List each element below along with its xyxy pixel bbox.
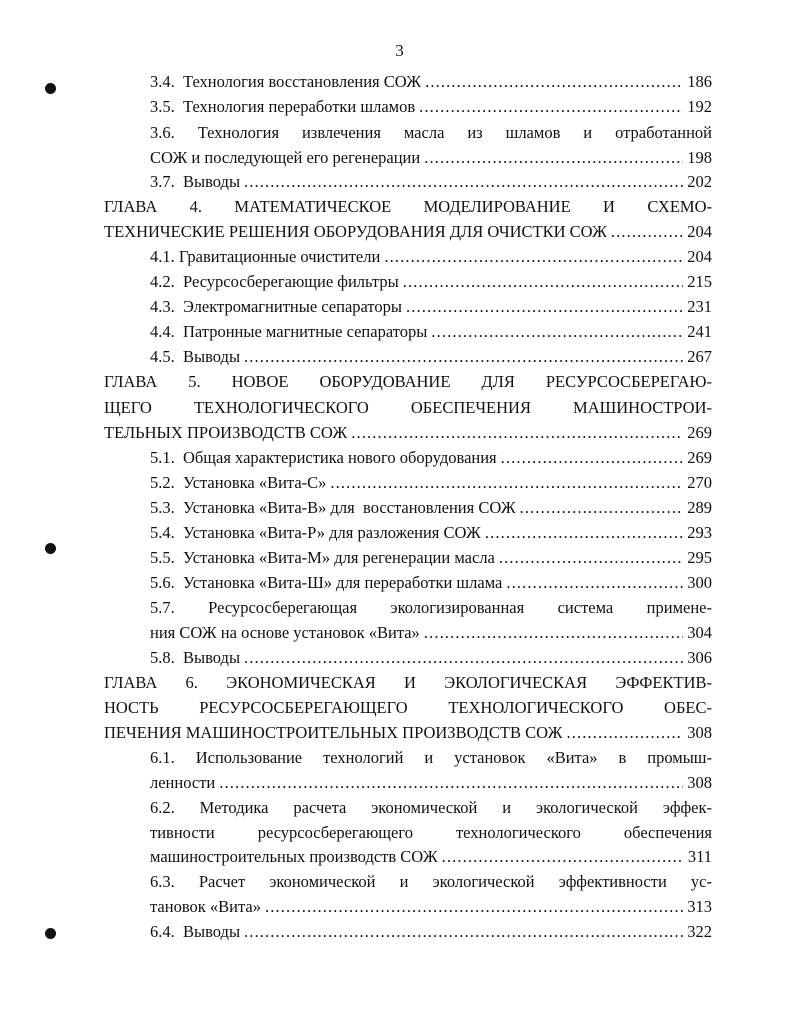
toc-entry[interactable]	[150, 845, 712, 869]
toc-entry[interactable]	[150, 646, 712, 670]
toc-entry-title: 5.8. Выводы	[150, 648, 241, 667]
toc-entry[interactable]	[150, 771, 712, 795]
toc-leader-dots	[566, 721, 683, 745]
toc-entry[interactable]	[150, 446, 712, 470]
toc-entry-title: 5.6. Установка «Вита-Ш» для переработки шлама	[150, 573, 503, 592]
toc-entry-page: 300	[687, 573, 712, 592]
toc-entry-page: 231	[687, 297, 712, 316]
toc-entry-title: 5.4. Установка «Вита-Р» для разложения СОЖ	[150, 523, 481, 542]
toc-entry-page: 269	[687, 423, 712, 442]
toc-entry[interactable]	[150, 170, 712, 194]
toc-chapter-line[interactable]: ГЛАВА 4. МАТЕМАТИЧЕСКОЕ МОДЕЛИРОВАНИЕ И СХЕМО-	[104, 197, 712, 216]
toc-entry-page: 311	[687, 847, 712, 866]
toc-entry-title: ТЕЛЬНЫХ ПРОИЗВОДСТВ СОЖ	[104, 423, 348, 442]
toc-leader-dots	[501, 446, 684, 470]
toc-entry[interactable]	[150, 571, 712, 595]
toc-entry-title: 3.4. Технология восстановления СОЖ	[150, 72, 422, 91]
toc-entry-title: 3.7. Выводы	[150, 172, 241, 191]
toc-entry-line[interactable]: 6.3. Расчет экономической и экологической эффективности ус-	[150, 872, 712, 891]
toc-entry-line[interactable]: 5.7. Ресурсосберегающая экологизированная система примене-	[150, 598, 712, 617]
toc-leader-dots	[419, 95, 683, 119]
toc-entry-page: 308	[687, 723, 712, 742]
toc-chapter[interactable]	[104, 220, 712, 244]
toc-leader-dots	[244, 920, 683, 944]
toc-entry[interactable]	[150, 146, 712, 170]
toc-entry-page: 322	[687, 922, 712, 941]
toc-entry[interactable]	[150, 471, 712, 495]
toc-entry-line[interactable]: 3.6. Технология извлечения масла из шламов и отработанной	[150, 123, 712, 142]
toc-entry[interactable]	[150, 345, 712, 369]
toc-entry[interactable]	[150, 295, 712, 319]
toc-chapter[interactable]	[104, 721, 712, 745]
toc-entry-page: 215	[687, 272, 712, 291]
toc-entry[interactable]	[150, 70, 712, 94]
toc-entry-title: 4.2. Ресурсосберегающие фильтры	[150, 272, 399, 291]
toc-leader-dots	[244, 170, 683, 194]
toc-leader-dots	[442, 845, 684, 869]
toc-entry[interactable]	[150, 320, 712, 344]
toc-entry[interactable]	[150, 521, 712, 545]
toc-leader-dots	[265, 895, 683, 919]
toc-entry-title: 4.4. Патронные магнитные сепараторы	[150, 322, 428, 341]
toc-leader-dots	[351, 421, 683, 445]
toc-chapter-line[interactable]: ГЛАВА 6. ЭКОНОМИЧЕСКАЯ И ЭКОЛОГИЧЕСКАЯ ЭФФЕКТИВ-	[104, 673, 712, 692]
toc-leader-dots	[611, 220, 683, 244]
toc-entry-title: 3.5. Технология переработки шламов	[150, 97, 416, 116]
toc-entry-page: 293	[687, 523, 712, 542]
toc-entry-title: 4.1. Гравитационные очистители	[150, 247, 381, 266]
toc-entry[interactable]	[150, 895, 712, 919]
toc-entry-page: 204	[687, 247, 712, 266]
toc-entry-page: 289	[687, 498, 712, 517]
toc-entry-page: 198	[687, 148, 712, 167]
page-number: 3	[395, 41, 404, 60]
toc-entry-page: 306	[687, 648, 712, 667]
toc-entry-title: 5.1. Общая характеристика нового оборудования	[150, 448, 497, 467]
toc-entry-page: 186	[687, 72, 712, 91]
toc-leader-dots	[406, 295, 683, 319]
toc-entry-page: 270	[687, 473, 712, 492]
toc-entry-page: 192	[687, 97, 712, 116]
toc-entry[interactable]	[150, 95, 712, 119]
toc-entry[interactable]	[150, 496, 712, 520]
toc-entry-page: 304	[687, 623, 712, 642]
toc-leader-dots	[244, 345, 683, 369]
toc-chapter-line[interactable]: НОСТЬ РЕСУРСОСБЕРЕГАЮЩЕГО ТЕХНОЛОГИЧЕСКОГО ОБЕС-	[104, 698, 712, 717]
toc-leader-dots	[244, 646, 683, 670]
toc-entry[interactable]	[150, 270, 712, 294]
toc-entry-title: 4.5. Выводы	[150, 347, 241, 366]
toc-entry-title: 5.5. Установка «Вита-М» для регенерации масла	[150, 548, 495, 567]
toc-entry-line[interactable]: тивности ресурсосберегающего технологического обеспечения	[150, 823, 712, 842]
toc-leader-dots	[425, 70, 683, 94]
toc-entry[interactable]	[150, 621, 712, 645]
toc-entry-page: 241	[687, 322, 712, 341]
toc-leader-dots	[403, 270, 684, 294]
toc-entry[interactable]	[150, 245, 712, 269]
toc-entry[interactable]	[150, 546, 712, 570]
toc-entry-title: машиностроительных производств СОЖ	[150, 847, 438, 866]
toc-entry-line[interactable]: 6.2. Методика расчета экономической и экологической эффек-	[150, 798, 712, 817]
toc-leader-dots	[219, 771, 683, 795]
toc-entry[interactable]	[150, 920, 712, 944]
toc-entry-title: тановок «Вита»	[150, 897, 261, 916]
toc-entry-title: 5.3. Установка «Вита-В» для восстановления СОЖ	[150, 498, 516, 517]
toc-entry-page: 202	[687, 172, 712, 191]
toc-entry-title: СОЖ и последующей его регенерации	[150, 148, 421, 167]
toc-entry-title: ТЕХНИЧЕСКИЕ РЕШЕНИЯ ОБОРУДОВАНИЯ ДЛЯ ОЧИСТКИ СОЖ	[104, 222, 607, 241]
toc-entry-title: 5.2. Установка «Вита-С»	[150, 473, 327, 492]
toc-leader-dots	[506, 571, 683, 595]
toc-leader-dots	[384, 245, 683, 269]
toc-leader-dots	[485, 521, 683, 545]
toc-leader-dots	[330, 471, 683, 495]
toc-entry-title: 6.4. Выводы	[150, 922, 241, 941]
toc-entry-title: ленности	[150, 773, 216, 792]
toc-entry-title: ПЕЧЕНИЯ МАШИНОСТРОИТЕЛЬНЫХ ПРОИЗВОДСТВ СОЖ	[104, 723, 563, 742]
toc-leader-dots	[520, 496, 684, 520]
toc-entry-title: 4.3. Электромагнитные сепараторы	[150, 297, 403, 316]
toc-entry-page: 269	[687, 448, 712, 467]
toc-leader-dots	[431, 320, 683, 344]
toc-entry-line[interactable]: 6.1. Использование технологий и установок «Вита» в промыш-	[150, 748, 712, 767]
toc-entry-page: 267	[687, 347, 712, 366]
toc-entry-page: 295	[687, 548, 712, 567]
toc-leader-dots	[499, 546, 683, 570]
toc-chapter-line[interactable]: ГЛАВА 5. НОВОЕ ОБОРУДОВАНИЕ ДЛЯ РЕСУРСОСБЕРЕГАЮ-	[104, 372, 712, 391]
toc-leader-dots	[424, 146, 683, 170]
toc-chapter[interactable]	[104, 421, 712, 445]
toc-entry-title: ния СОЖ на основе установок «Вита»	[150, 623, 420, 642]
toc-entry-page: 204	[687, 222, 712, 241]
toc-chapter-line[interactable]: ЩЕГО ТЕХНОЛОГИЧЕСКОГО ОБЕСПЕЧЕНИЯ МАШИНОСТРОИ-	[104, 398, 712, 417]
toc-entry-page: 313	[687, 897, 712, 916]
toc-leader-dots	[424, 621, 683, 645]
toc-entry-page: 308	[687, 773, 712, 792]
